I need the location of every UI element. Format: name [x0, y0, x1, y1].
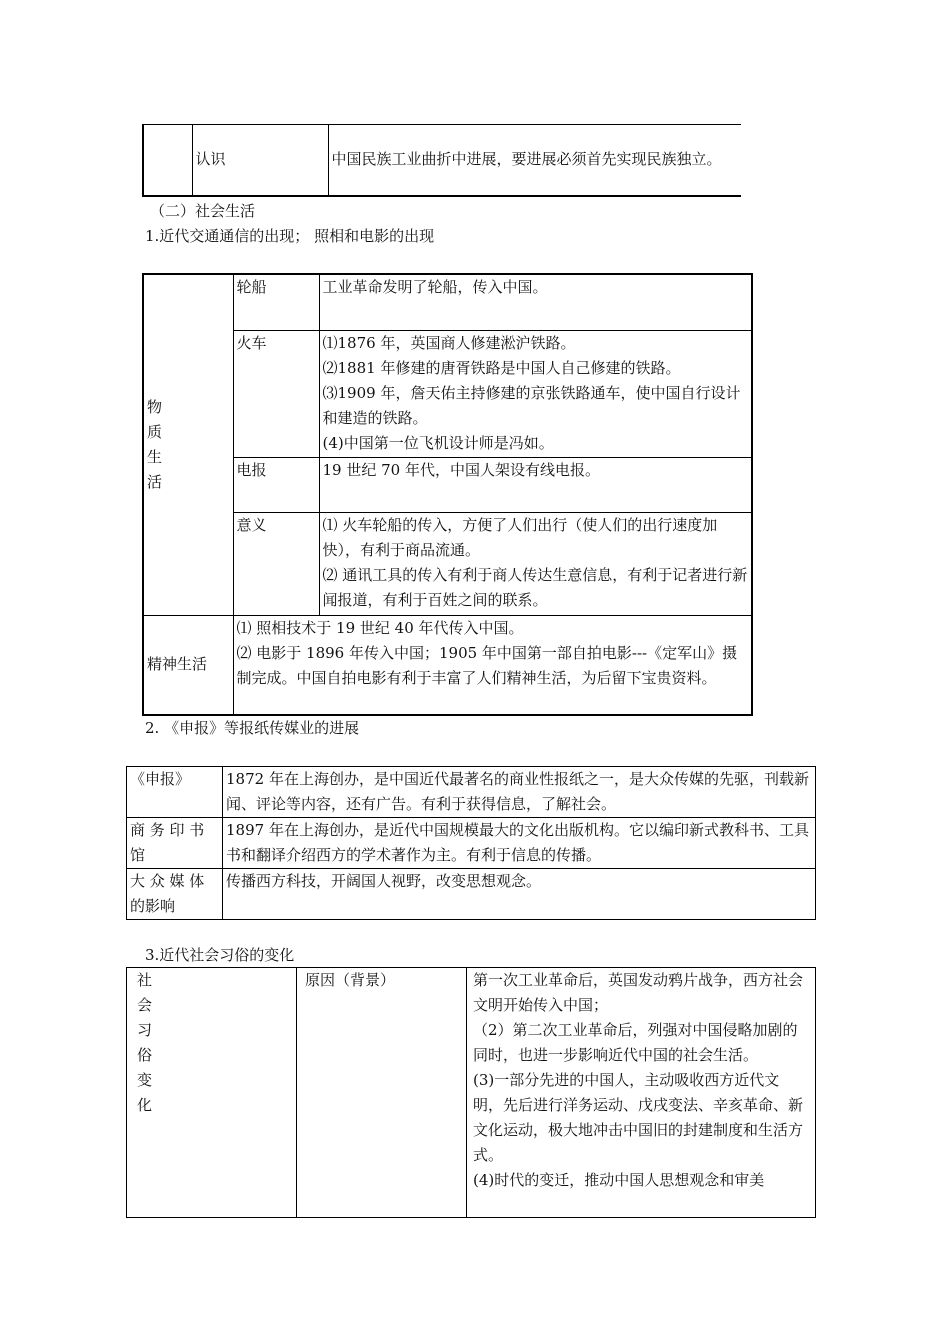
- label-recognition: 认识: [192, 125, 328, 196]
- text-line: ⑴1876 年，英国商人修建淞沪铁路。: [322, 333, 576, 352]
- char: 变: [137, 1071, 153, 1089]
- table-media: [126, 766, 816, 920]
- row-content-commercial-press: 1897 年在上海创办，是近代中国规模最大的文化出版机构。它以编印新式教科书、工具书和翻译介绍西方的学术著作为主。有利于信息的传播。: [223, 818, 816, 869]
- table-customs: [126, 967, 816, 1218]
- char: 质: [147, 422, 163, 441]
- group-label-spiritual-life: 精神生活: [143, 615, 233, 715]
- subsection-title-3: 3.近代社会习俗的变化: [145, 946, 295, 964]
- group-label-customs-change: [127, 968, 297, 1218]
- text-line: ⑵1881 年修建的唐胥铁路是中国人自己修建的铁路。: [322, 358, 681, 377]
- row-content-mass-media: 传播西方科技，开阔国人视野，改变思想观念。: [223, 869, 816, 920]
- char: 俗: [137, 1046, 153, 1064]
- content-recognition: 中国民族工业曲折中进展，要进展必须首先实现民族独立。: [328, 125, 741, 196]
- text-line: 19 世纪 70 年代，中国人架设有线电报。: [322, 460, 600, 479]
- row-content-telegraph: [319, 457, 752, 512]
- row-label-telegraph: 电报: [233, 457, 319, 512]
- char: 生: [147, 447, 163, 466]
- row-label-mass-media: 大 众 媒 体 的影响: [127, 869, 223, 920]
- text-line: ⑴ 照相技术于 19 世纪 40 年代传入中国。: [236, 618, 524, 637]
- subsection-title-1: 1.近代交通通信的出现； 照相和电影的出现: [145, 227, 435, 245]
- text-line: (4)中国第一位飞机设计师是冯如。: [322, 433, 554, 452]
- text-line: （2）第二次工业革命后，列强对中国侵略加剧的同时，也进一步影响近代中国的社会生活。: [473, 1021, 798, 1064]
- text-line: ⑴ 火车轮船的传入，方便了人们出行（使人们的出行速度加快），有利于商品流通。: [322, 515, 718, 559]
- table-industry-fragment: [142, 124, 741, 197]
- text-line: 工业革命发明了轮船，传入中国。: [322, 278, 548, 296]
- char: 化: [137, 1096, 153, 1114]
- section-title: （二）社会生活: [150, 202, 256, 220]
- text-line: (3)一部分先进的中国人，主动吸收西方近代文明，先后进行洋务运动、戊戌变法、辛亥革命、新文化运动，极大地冲击中国旧的封建制度和生活方式。: [473, 1071, 804, 1164]
- row-content-shenbao: 1872 年在上海创办，是中国近代最著名的商业性报纸之一，是大众传媒的先驱，刊载新闻、评论等内容，还有广告。有利于获得信息，了解社会。: [223, 767, 816, 818]
- char: 社: [137, 971, 153, 989]
- row-content-spiritual-life: [233, 615, 752, 715]
- char: 物: [147, 397, 163, 416]
- row-label-train: 火车: [233, 330, 319, 457]
- row-content-train: [319, 330, 752, 457]
- subsection-title-2: 2. 《申报》等报纸传媒业的进展: [145, 719, 360, 737]
- row-label-shenbao: 《申报》: [127, 767, 223, 818]
- row-label-steamship: 轮船: [233, 274, 319, 330]
- group-label-material-life: [143, 274, 233, 615]
- char: 习: [137, 1021, 153, 1039]
- row-content-steamship: [319, 274, 752, 330]
- text-line: 第一次工业革命后，英国发动鸦片战争，西方社会文明开始传入中国；: [473, 971, 804, 1014]
- reason-label: 原因（背景）: [297, 968, 467, 1218]
- char: 会: [137, 996, 153, 1014]
- reason-content: [467, 968, 816, 1218]
- row-label-commercial-press: 商 务 印 书 馆: [127, 818, 223, 869]
- text-line: ⑶1909 年，詹天佑主持修建的京张铁路通车，使中国自行设计和建造的铁路。: [322, 383, 741, 427]
- text-line: (4)时代的变迁，推动中国人思想观念和审美: [473, 1171, 765, 1189]
- text-line: ⑵ 通讯工具的传入有利于商人传达生意信息，有利于记者进行新闻报道，有利于百姓之间的联系。: [322, 565, 748, 609]
- char: 活: [147, 472, 163, 491]
- row-label-significance: 意义: [233, 512, 319, 615]
- table-transport: [142, 273, 753, 716]
- table-cell-empty: [143, 125, 192, 196]
- text-line: ⑵ 电影于 1896 年传入中国；1905 年中国第一部自拍电影---《定军山》摄制完成。中国自拍电影有利于丰富了人们精神生活，为后留下宝贵资料。: [236, 643, 738, 687]
- row-content-significance: [319, 512, 752, 615]
